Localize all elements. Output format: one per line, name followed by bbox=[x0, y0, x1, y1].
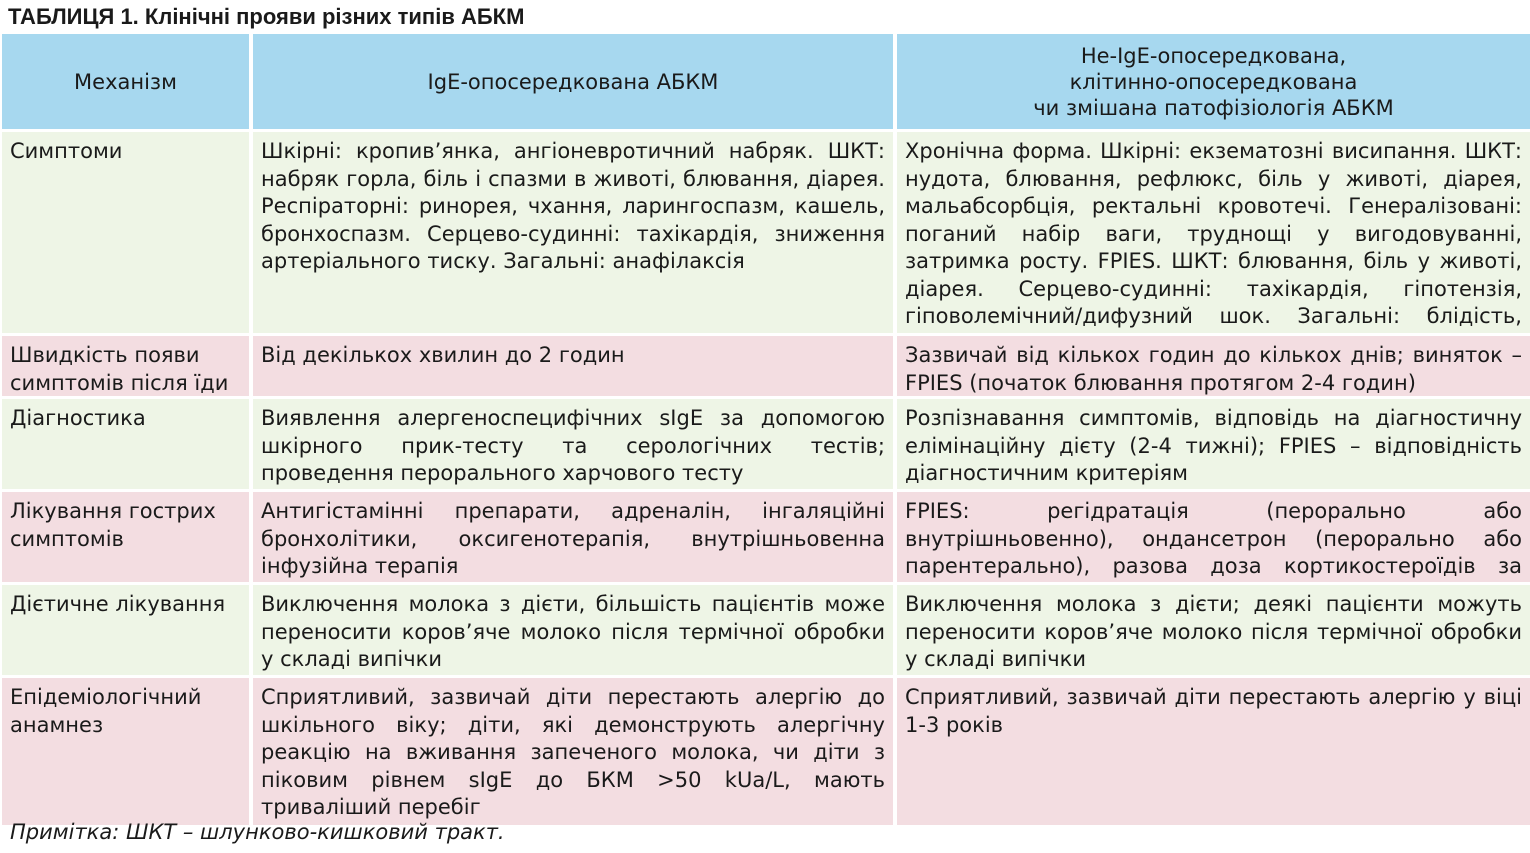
table-title: ТАБЛИЦЯ 1. Клінічні прояви різних типів АБКМ bbox=[8, 4, 525, 29]
header-non-ige bbox=[897, 34, 1530, 129]
header-ige bbox=[253, 34, 893, 129]
row-diagnostics-non-ige: Розпізнавання симптомів, відповідь на діагностичну елімінаційну дієту (2-4 тижні); FPIES – відповідність діагностичним критеріям bbox=[897, 399, 1530, 489]
header-ige-label: IgE-опосередкована АБКМ bbox=[427, 69, 719, 94]
row-epidemiology-ige: Сприятливий, зазвичай діти перестають алергію до шкільного віку; діти, які демонструють алергічну реакцію на вживання запеченого молока, чи діти з піковим рівнем sIgE до БКМ >50 kUa/L, мають триваліший перебіг bbox=[253, 678, 893, 825]
clinical-table bbox=[2, 34, 1530, 825]
header-mechanism bbox=[2, 34, 249, 129]
row-onset-ige: Від декількох хвилин до 2 годин bbox=[253, 336, 893, 396]
row-symptoms-ige: Шкірні: кропив’янка, ангіоневротичний набряк. ШКТ: набряк горла, біль і спазми в животі, блювання, діарея. Респіраторні: ринорея, чхання, ларингоспазм, кашель, бронхоспазм. Серцево-судинні: тахікардія, зниження артеріального тиску. Загальні: анафілаксія bbox=[253, 132, 893, 333]
row-diet-non-ige: Виключення молока з дієти; деякі пацієнти можуть переносити коров’яче молоко після термічної обробки у складі випічки bbox=[897, 585, 1530, 675]
row-diet-ige: Виключення молока з дієти, більшість пацієнтів може переносити коров’яче молоко після термічної обробки у складі випічки bbox=[253, 585, 893, 675]
row-acute-treatment-non-ige: FPIES: регідратація (перорально або внутрішньовенно), ондансетрон (перорально або парентерально), разова доза кортикостероїдів за bbox=[897, 492, 1530, 582]
row-onset-non-ige: Зазвичай від кількох годин до кількох днів; виняток – FPIES (початок блювання протягом 2-4 годин) bbox=[897, 336, 1530, 396]
table-note: Примітка: ШКТ – шлунково-кишковий тракт. bbox=[10, 820, 505, 844]
row-acute-treatment-ige: Антигістамінні препарати, адреналін, інгаляційні бронхолітики, оксигенотерапія, внутрішньовенна інфузійна терапія bbox=[253, 492, 893, 582]
row-epidemiology-non-ige: Сприятливий, зазвичай діти перестають алергію у віці 1-3 років bbox=[897, 678, 1530, 825]
row-acute-treatment-mechanism: Лікування гострих симптомів bbox=[2, 492, 249, 582]
row-diagnostics-mechanism: Діагностика bbox=[2, 399, 249, 489]
row-symptoms-mechanism: Симптоми bbox=[2, 132, 249, 333]
row-diet-mechanism: Дієтичне лікування bbox=[2, 585, 249, 675]
row-epidemiology-mechanism: Епідеміологічний анамнез bbox=[2, 678, 249, 825]
row-symptoms-non-ige: Хронічна форма. Шкірні: екзематозні висипання. ШКТ: нудота, блювання, рефлюкс, біль у животі, діарея, мальабсорбція, ректальні кровотечі. Генералізовані: поганий набір ваги, труднощі у вигодовуванні, затримка росту. FPIES. ШКТ: блювання, біль у животі, діарея. Серцево-судинні: тахікардія, гіпотензія, гіповолемічний/дифузний шок. Загальні: блідість, bbox=[897, 132, 1530, 333]
row-onset-mechanism: Швидкість появи симптомів після їди bbox=[2, 336, 249, 396]
row-diagnostics-ige: Виявлення алергеноспецифічних sIgE за допомогою шкірного прик-тесту та серологічних тестів; проведення перорального харчового тесту bbox=[253, 399, 893, 489]
header-mechanism-label: Механізм bbox=[74, 69, 177, 94]
header-non-ige-label: Не-IgE-опосередкована, клітинно-опосередкована чи змішана патофізіологія АБКМ bbox=[1033, 43, 1394, 120]
